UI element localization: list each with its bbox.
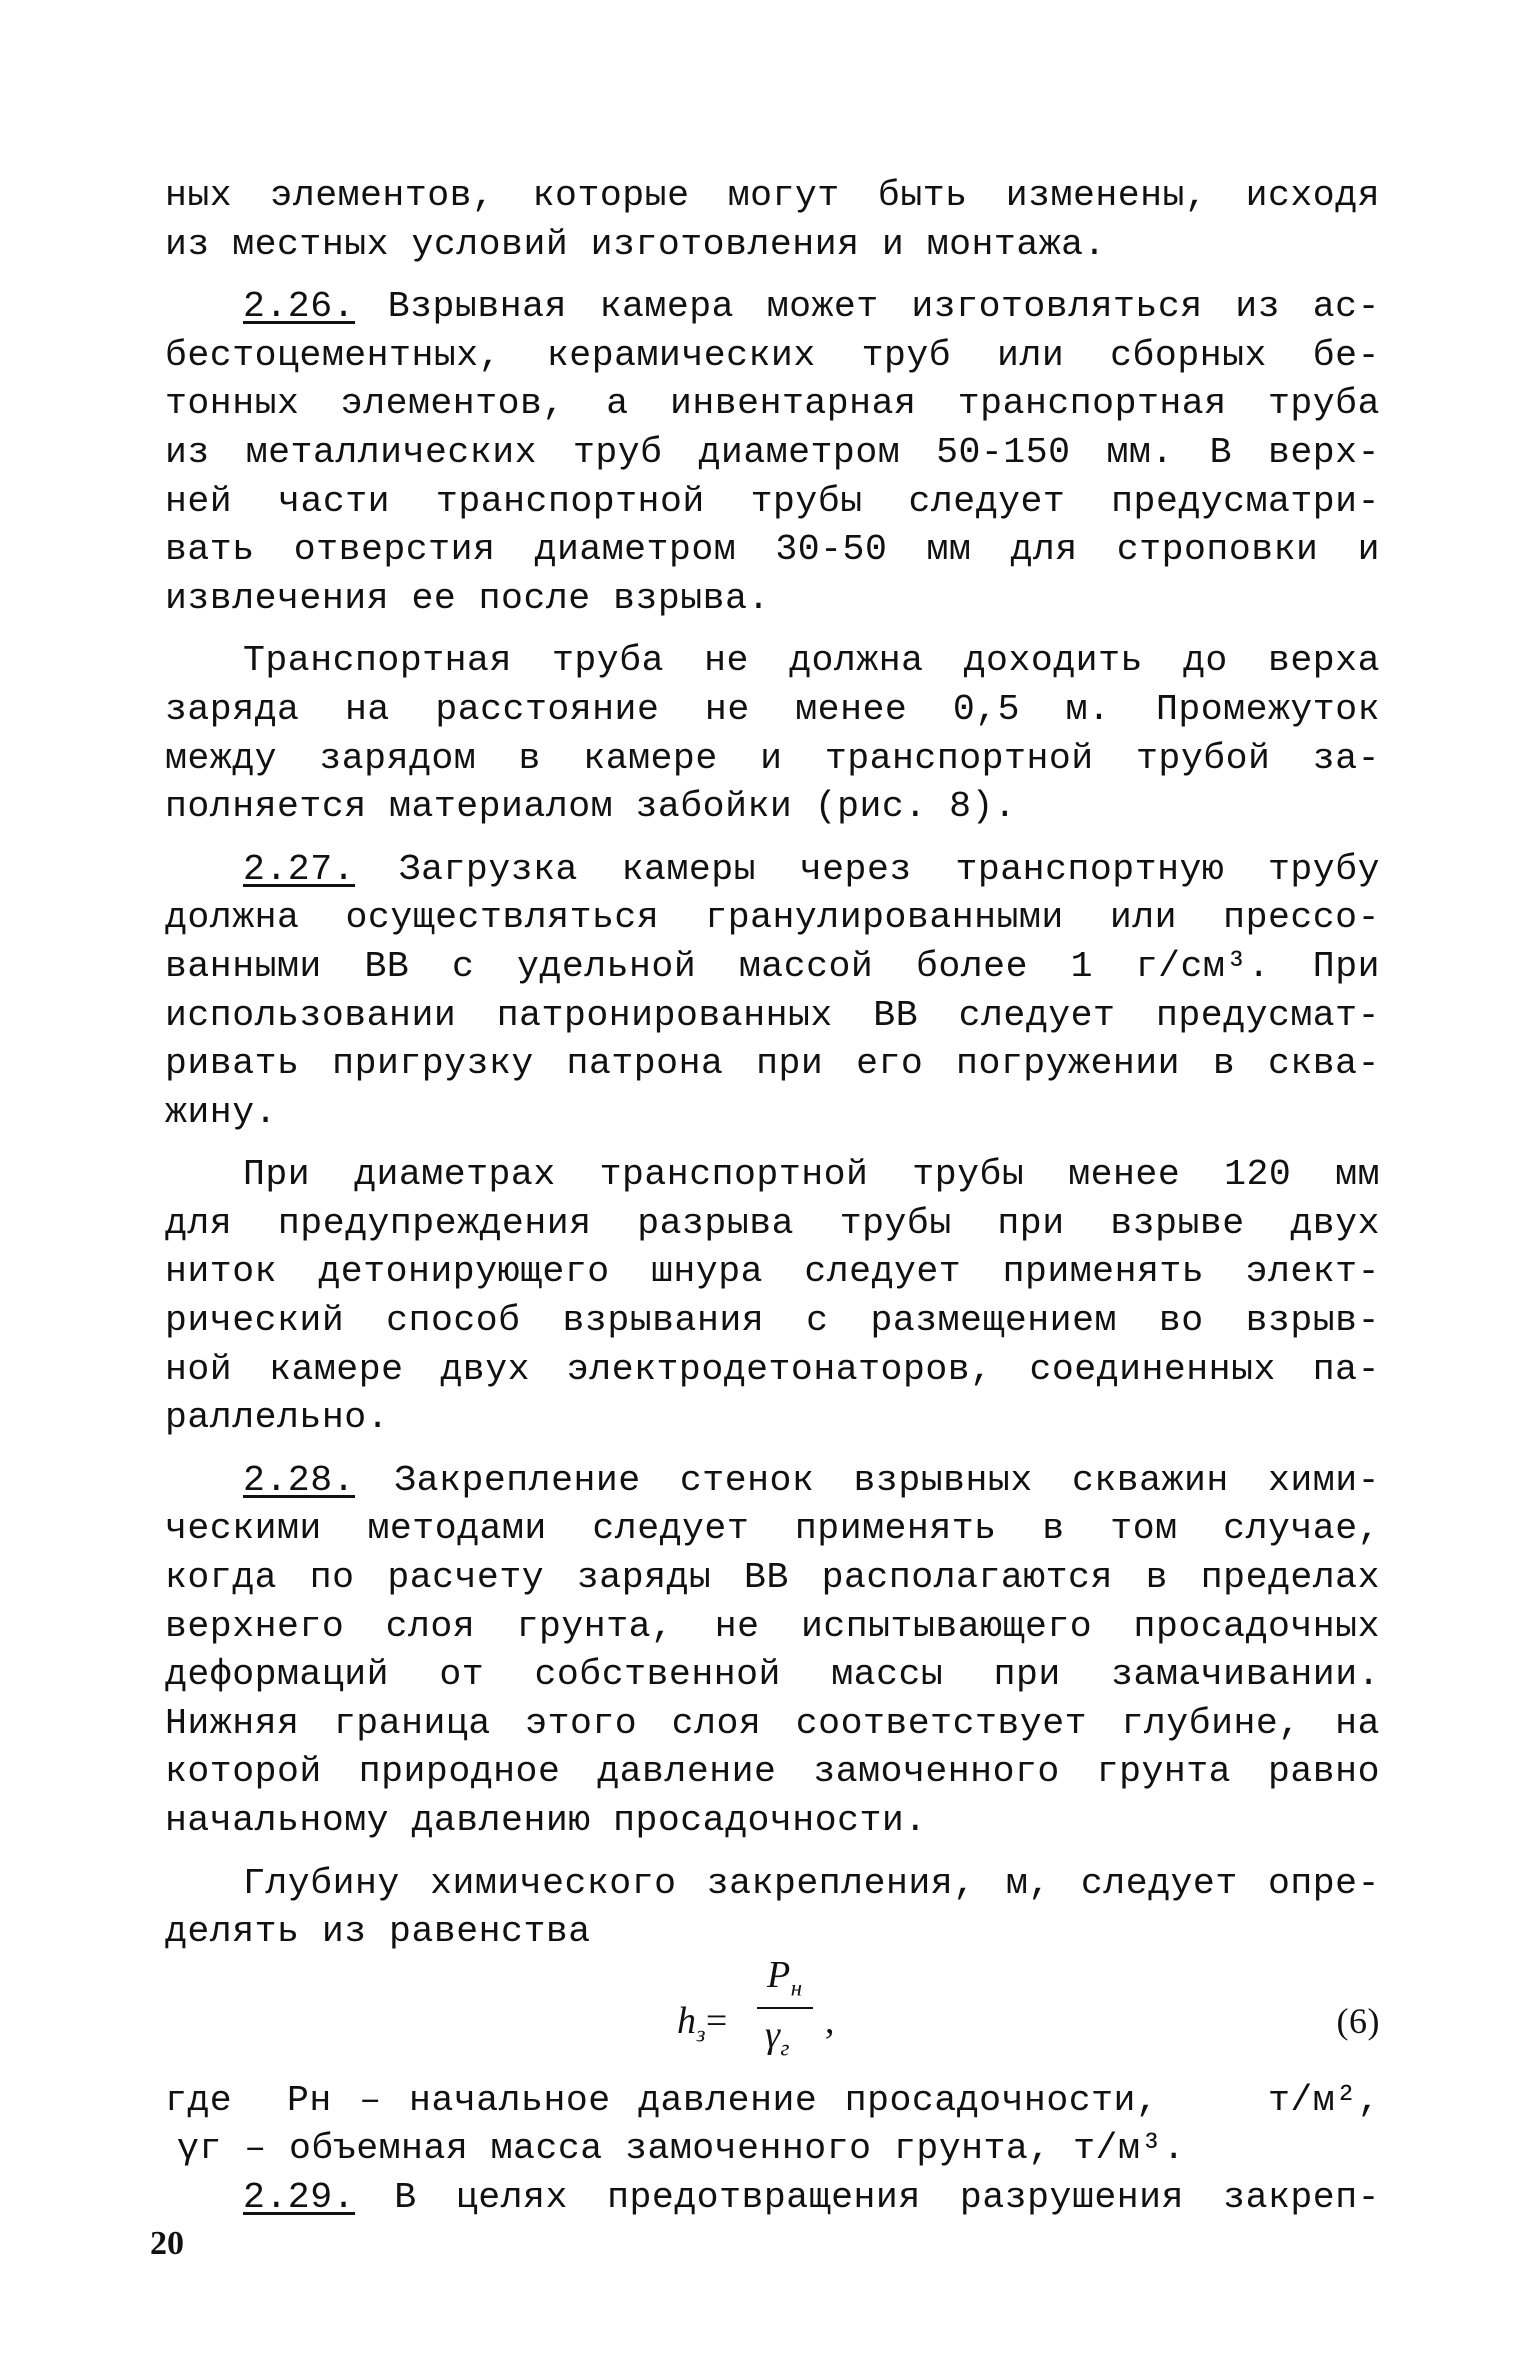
- text-line: ванными ВВ с удельной массой более 1 г/см³. При: [165, 945, 1380, 987]
- formula-lhs: $h_з=$: [677, 1999, 728, 2047]
- text-line: должна осуществляться гранулированными или прессо-: [165, 897, 1380, 939]
- text-line: использовании патронированных ВВ следует предусмат-: [165, 994, 1380, 1036]
- text-line: Нижняя граница этого слоя соответствует глубине, на: [165, 1702, 1380, 1744]
- text-line: когда по расчету заряды ВВ располагаются в пределах: [165, 1557, 1380, 1599]
- text-line: для предупреждения разрыва трубы при взрыве двух: [165, 1202, 1380, 1244]
- text-line: 2.27. Загрузка камеры через транспортную трубу: [243, 848, 1380, 890]
- text-line: из металлических труб диаметром 50-150 мм. В верх-: [165, 431, 1380, 473]
- fraction-bar: [757, 2007, 813, 2009]
- text-line: из местных условий изготовления и монтажа.: [165, 223, 1106, 265]
- body-text: [165, 172, 1380, 2223]
- text-line: бестоцементных, керамических труб или сборных бе-: [165, 334, 1380, 376]
- text-line: делять из равенства: [165, 1911, 591, 1953]
- formula-denominator: $\gamma_г$: [765, 2013, 790, 2061]
- text-line: ных элементов, которые могут быть изменены, исходя: [165, 175, 1380, 216]
- text-line: ной камере двух электродетонаторов, соединенных па-: [165, 1348, 1380, 1390]
- text-line: 2.29. В целях предотвращения разрушения закреп-: [243, 2176, 1380, 2218]
- text-line: которой природное давление замоченного грунта равно: [165, 1751, 1380, 1793]
- section-number: 2.26.: [243, 286, 356, 328]
- text-line: При диаметрах транспортной трубы менее 120 мм: [243, 1154, 1380, 1196]
- text-line: полняется материалом забойки (рис. 8).: [165, 786, 1017, 828]
- text-line: ческими методами следует применять в том случае,: [165, 1508, 1380, 1550]
- formula: $h_з=$ $P_н$ $\gamma_г$ , (6): [165, 1957, 1380, 2077]
- text-line: ней части транспортной трубы следует предусматри-: [165, 480, 1380, 522]
- text-line: деформаций от собственной массы при замачивании.: [165, 1654, 1380, 1696]
- text-line: между зарядом в камере и транспортной трубой за-: [165, 737, 1380, 779]
- text-line: жину.: [165, 1091, 278, 1133]
- section-number: 2.28.: [243, 1459, 356, 1501]
- where-line: где Pн – начальное давление просадочности, т/м²,: [165, 2079, 1380, 2121]
- where-line: γг – объемная масса замоченного грунта, т/м³.: [177, 2128, 1186, 2170]
- text-line: Глубину химического закрепления, м, следует опре-: [243, 1862, 1380, 1904]
- text-line: раллельно.: [165, 1397, 390, 1439]
- text-line: верхнего слоя грунта, не испытывающего просадочных: [165, 1605, 1380, 1647]
- text-line: тонных элементов, а инвентарная транспортная труба: [165, 383, 1380, 425]
- text-line: ривать пригрузку патрона при его погружении в сква-: [165, 1043, 1380, 1085]
- text-line: 2.26. Взрывная камера может изготовляться из ас-: [243, 286, 1380, 328]
- text-line: ниток детонирующего шнура следует применять элект-: [165, 1251, 1380, 1293]
- page-number: 20: [150, 2225, 184, 2262]
- text-line: начальному давлению просадочности.: [165, 1800, 927, 1841]
- text-line: извлечения ее после взрыва.: [165, 577, 770, 619]
- text-line: 2.28. Закрепление стенок взрывных скважин хими-: [243, 1459, 1380, 1501]
- equation-number: (6): [1336, 2000, 1380, 2041]
- text-line: Транспортная труба не должна доходить до верха: [243, 640, 1380, 682]
- section-number: 2.29.: [243, 2176, 356, 2218]
- text-line: заряда на расстояние не менее 0,5 м. Промежуток: [165, 688, 1380, 730]
- formula-numerator: $P_н$: [767, 1953, 803, 2001]
- text-line: рический способ взрывания с размещением во взрыв-: [165, 1300, 1380, 1342]
- section-number: 2.27.: [243, 848, 356, 890]
- text-line: вать отверстия диаметром 30-50 мм для строповки и: [165, 529, 1380, 571]
